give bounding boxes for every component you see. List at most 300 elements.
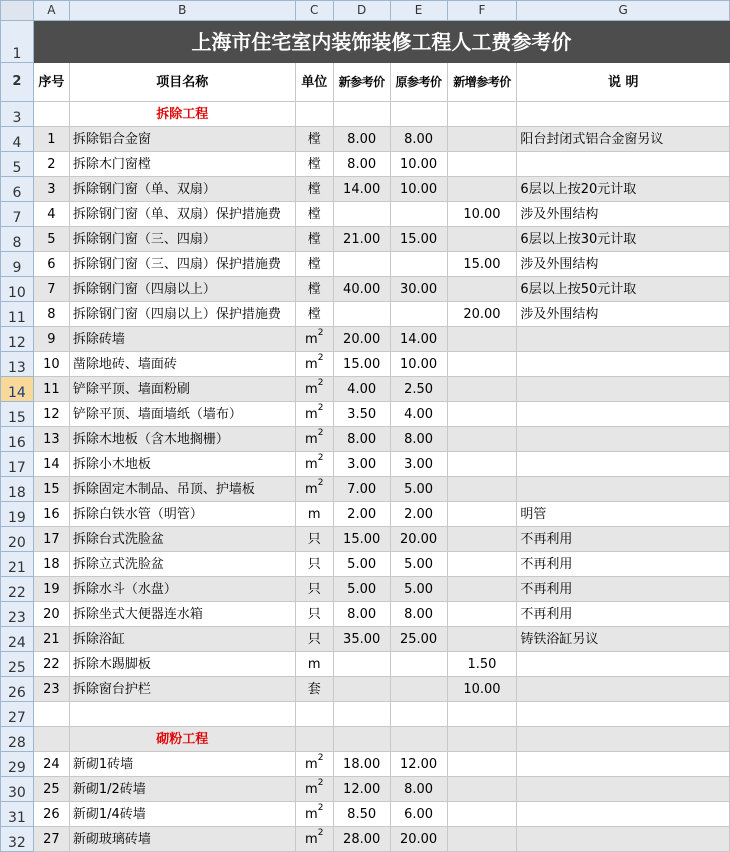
- note-cell[interactable]: [517, 677, 730, 702]
- unit-cell[interactable]: [295, 502, 333, 527]
- name-cell[interactable]: 拆除铝合金窗: [69, 127, 295, 152]
- table-row: [1, 352, 730, 377]
- section-title-demolition[interactable]: 拆除工程: [69, 102, 295, 127]
- name-cell[interactable]: 拆除钢门窗（三、四扇）保护措施费: [69, 252, 295, 277]
- unit-cell[interactable]: [295, 527, 333, 552]
- name-cell[interactable]: 拆除小木地板: [69, 452, 295, 477]
- row-header[interactable]: 14: [1, 377, 34, 402]
- new-price-cell[interactable]: [333, 202, 390, 227]
- cell[interactable]: [517, 702, 730, 727]
- unit-cell[interactable]: [295, 427, 333, 452]
- new-price-cell[interactable]: [333, 652, 390, 677]
- unit-cell[interactable]: [295, 652, 333, 677]
- seq-cell[interactable]: 19: [33, 577, 69, 602]
- name-cell[interactable]: 拆除浴缸: [69, 627, 295, 652]
- old-price-cell[interactable]: 6.00: [390, 802, 447, 827]
- added-price-cell[interactable]: [447, 502, 517, 527]
- header-added-price[interactable]: 新增参考价: [447, 63, 517, 102]
- table-row: [1, 652, 730, 677]
- cell[interactable]: [390, 727, 447, 752]
- old-price-cell[interactable]: 5.00: [390, 552, 447, 577]
- seq-cell[interactable]: 22: [33, 652, 69, 677]
- cell[interactable]: [33, 102, 69, 127]
- empty-row: [1, 702, 730, 727]
- name-cell[interactable]: 新砌1砖墙: [69, 752, 295, 777]
- column-header-b[interactable]: B: [69, 1, 295, 21]
- row-header[interactable]: 21: [1, 552, 34, 577]
- unit-cell[interactable]: [295, 152, 333, 177]
- name-cell[interactable]: 新砌1/2砖墙: [69, 777, 295, 802]
- old-price-cell[interactable]: 12.00: [390, 752, 447, 777]
- old-price-cell[interactable]: 14.00: [390, 327, 447, 352]
- unit-text: m: [305, 456, 318, 472]
- row-header[interactable]: 29: [1, 752, 34, 777]
- unit-superscript: 2: [317, 428, 324, 439]
- seq-cell[interactable]: 2: [33, 152, 69, 177]
- name-cell[interactable]: 拆除钢门窗（三、四扇）: [69, 227, 295, 252]
- unit-superscript: 2: [317, 753, 324, 764]
- note-cell[interactable]: 阳台封闭式铝合金窗另议: [517, 127, 730, 152]
- name-cell[interactable]: 拆除窗台护栏: [69, 677, 295, 702]
- column-header-e[interactable]: E: [390, 1, 447, 21]
- old-price-cell[interactable]: 5.00: [390, 477, 447, 502]
- unit-text: 樘: [307, 131, 321, 147]
- table-row: [1, 202, 730, 227]
- added-price-cell[interactable]: [447, 127, 517, 152]
- new-price-cell[interactable]: 14.00: [333, 177, 390, 202]
- column-header-f[interactable]: F: [447, 1, 517, 21]
- row-header[interactable]: 17: [1, 452, 34, 477]
- new-price-cell[interactable]: 40.00: [333, 277, 390, 302]
- row-header[interactable]: 27: [1, 702, 34, 727]
- unit-text: m: [305, 356, 318, 372]
- row-header[interactable]: 18: [1, 477, 34, 502]
- unit-superscript: 2: [317, 328, 324, 339]
- added-price-cell[interactable]: [447, 627, 517, 652]
- added-price-cell[interactable]: [447, 177, 517, 202]
- row-header[interactable]: 10: [1, 277, 34, 302]
- unit-cell[interactable]: [295, 452, 333, 477]
- added-price-cell[interactable]: [447, 602, 517, 627]
- new-price-cell[interactable]: 15.00: [333, 527, 390, 552]
- new-price-cell[interactable]: 5.00: [333, 552, 390, 577]
- old-price-cell[interactable]: [390, 302, 447, 327]
- name-cell[interactable]: 拆除固定木制品、吊顶、护墙板: [69, 477, 295, 502]
- note-cell[interactable]: [517, 802, 730, 827]
- unit-superscript: 2: [317, 803, 324, 814]
- new-price-cell[interactable]: 8.00: [333, 427, 390, 452]
- table-row: [1, 752, 730, 777]
- unit-cell[interactable]: [295, 302, 333, 327]
- row-header[interactable]: 1: [1, 21, 34, 63]
- row-header[interactable]: 23: [1, 602, 34, 627]
- header-seq[interactable]: 序号: [33, 63, 69, 102]
- added-price-cell[interactable]: [447, 377, 517, 402]
- row-header[interactable]: 4: [1, 127, 34, 152]
- seq-cell[interactable]: 17: [33, 527, 69, 552]
- note-cell[interactable]: 涉及外围结构: [517, 252, 730, 277]
- new-price-cell[interactable]: 28.00: [333, 827, 390, 852]
- unit-superscript: 2: [317, 478, 324, 489]
- seq-cell[interactable]: 6: [33, 252, 69, 277]
- added-price-cell[interactable]: 15.00: [447, 252, 517, 277]
- row-header[interactable]: 16: [1, 427, 34, 452]
- name-cell[interactable]: 拆除钢门窗（四扇以上）: [69, 277, 295, 302]
- unit-text: m: [307, 506, 321, 522]
- seq-cell[interactable]: 16: [33, 502, 69, 527]
- seq-cell[interactable]: 23: [33, 677, 69, 702]
- added-price-cell[interactable]: [447, 477, 517, 502]
- added-price-cell[interactable]: [447, 452, 517, 477]
- name-cell[interactable]: 拆除白铁水管（明管）: [69, 502, 295, 527]
- header-old-price[interactable]: 原参考价: [390, 63, 447, 102]
- seq-cell[interactable]: 27: [33, 827, 69, 852]
- cell[interactable]: [295, 727, 333, 752]
- note-cell[interactable]: [517, 327, 730, 352]
- name-cell[interactable]: 凿除地砖、墙面砖: [69, 352, 295, 377]
- row-header[interactable]: 13: [1, 352, 34, 377]
- note-cell[interactable]: [517, 827, 730, 852]
- added-price-cell[interactable]: [447, 552, 517, 577]
- new-price-cell[interactable]: [333, 677, 390, 702]
- unit-cell[interactable]: [295, 377, 333, 402]
- row-header[interactable]: 2: [1, 63, 34, 102]
- added-price-cell[interactable]: 20.00: [447, 302, 517, 327]
- name-cell[interactable]: 拆除台式洗脸盆: [69, 527, 295, 552]
- new-price-cell[interactable]: 8.00: [333, 152, 390, 177]
- old-price-cell[interactable]: 3.00: [390, 452, 447, 477]
- name-cell[interactable]: 拆除坐式大便器连水箱: [69, 602, 295, 627]
- seq-cell[interactable]: 14: [33, 452, 69, 477]
- name-cell[interactable]: 铲除平顶、墙面墙纸（墙布）: [69, 402, 295, 427]
- old-price-cell[interactable]: 10.00: [390, 152, 447, 177]
- seq-cell[interactable]: 25: [33, 777, 69, 802]
- unit-text: 樘: [307, 256, 321, 272]
- old-price-cell[interactable]: 20.00: [390, 827, 447, 852]
- unit-superscript: 2: [317, 828, 324, 839]
- cell[interactable]: [447, 102, 517, 127]
- row-header[interactable]: 24: [1, 627, 34, 652]
- section-row: [1, 727, 730, 752]
- new-price-cell[interactable]: 5.00: [333, 577, 390, 602]
- added-price-cell[interactable]: 10.00: [447, 677, 517, 702]
- name-cell[interactable]: 拆除木门窗樘: [69, 152, 295, 177]
- sheet-title[interactable]: 上海市住宅室内装饰装修工程人工费参考价: [33, 21, 729, 63]
- seq-cell[interactable]: 4: [33, 202, 69, 227]
- name-cell[interactable]: 铲除平顶、墙面粉刷: [69, 377, 295, 402]
- row-header[interactable]: 31: [1, 802, 34, 827]
- seq-cell[interactable]: 13: [33, 427, 69, 452]
- added-price-cell[interactable]: [447, 152, 517, 177]
- cell[interactable]: [390, 102, 447, 127]
- header-name[interactable]: 项目名称: [69, 63, 295, 102]
- seq-cell[interactable]: 20: [33, 602, 69, 627]
- new-price-cell[interactable]: 18.00: [333, 752, 390, 777]
- new-price-cell[interactable]: 4.00: [333, 377, 390, 402]
- old-price-cell[interactable]: [390, 677, 447, 702]
- new-price-cell[interactable]: [333, 302, 390, 327]
- unit-superscript: 2: [317, 778, 324, 789]
- unit-text: 只: [307, 606, 321, 622]
- seq-cell[interactable]: 1: [33, 127, 69, 152]
- name-cell[interactable]: 拆除立式洗脸盆: [69, 552, 295, 577]
- old-price-cell[interactable]: 25.00: [390, 627, 447, 652]
- unit-cell[interactable]: [295, 777, 333, 802]
- row-header[interactable]: 11: [1, 302, 34, 327]
- note-cell[interactable]: [517, 377, 730, 402]
- header-note[interactable]: 说 明: [517, 63, 730, 102]
- old-price-cell[interactable]: 10.00: [390, 177, 447, 202]
- name-cell[interactable]: 拆除木踢脚板: [69, 652, 295, 677]
- section-title-masonry[interactable]: 砌粉工程: [69, 727, 295, 752]
- unit-text: 套: [307, 681, 321, 697]
- unit-text: 樘: [307, 206, 321, 222]
- unit-cell[interactable]: [295, 477, 333, 502]
- cell[interactable]: [69, 702, 295, 727]
- unit-superscript: 2: [317, 378, 324, 389]
- new-price-cell[interactable]: 3.00: [333, 452, 390, 477]
- row-header[interactable]: 12: [1, 327, 34, 352]
- note-cell[interactable]: 不再利用: [517, 527, 730, 552]
- new-price-cell[interactable]: 15.00: [333, 352, 390, 377]
- old-price-cell[interactable]: 8.00: [390, 427, 447, 452]
- seq-cell[interactable]: 7: [33, 277, 69, 302]
- seq-cell[interactable]: 8: [33, 302, 69, 327]
- row-header[interactable]: 32: [1, 827, 34, 852]
- note-cell[interactable]: 6层以上按20元计取: [517, 177, 730, 202]
- name-cell[interactable]: 拆除钢门窗（单、双扇）保护措施费: [69, 202, 295, 227]
- row-header[interactable]: 19: [1, 502, 34, 527]
- table-row: [1, 302, 730, 327]
- unit-cell[interactable]: [295, 552, 333, 577]
- row-header[interactable]: 15: [1, 402, 34, 427]
- unit-cell[interactable]: [295, 677, 333, 702]
- cell[interactable]: [390, 702, 447, 727]
- unit-superscript: 2: [317, 453, 324, 464]
- unit-text: m: [305, 781, 318, 797]
- new-price-cell[interactable]: 12.00: [333, 777, 390, 802]
- note-cell[interactable]: 涉及外围结构: [517, 302, 730, 327]
- added-price-cell[interactable]: [447, 577, 517, 602]
- name-cell[interactable]: 拆除木地板（含木地搁栅）: [69, 427, 295, 452]
- seq-cell[interactable]: 10: [33, 352, 69, 377]
- table-row: [1, 577, 730, 602]
- added-price-cell[interactable]: [447, 527, 517, 552]
- section-row: [1, 102, 730, 127]
- name-cell[interactable]: 拆除水斗（水盘）: [69, 577, 295, 602]
- old-price-cell[interactable]: 8.00: [390, 602, 447, 627]
- row-header[interactable]: 5: [1, 152, 34, 177]
- old-price-cell[interactable]: 8.00: [390, 777, 447, 802]
- old-price-cell[interactable]: 5.00: [390, 577, 447, 602]
- unit-cell[interactable]: [295, 402, 333, 427]
- seq-cell[interactable]: 3: [33, 177, 69, 202]
- name-cell[interactable]: 拆除钢门窗（四扇以上）保护措施费: [69, 302, 295, 327]
- added-price-cell[interactable]: [447, 277, 517, 302]
- unit-cell[interactable]: [295, 202, 333, 227]
- seq-cell[interactable]: 18: [33, 552, 69, 577]
- note-cell[interactable]: 不再利用: [517, 577, 730, 602]
- note-cell[interactable]: [517, 652, 730, 677]
- unit-cell[interactable]: [295, 177, 333, 202]
- row-header[interactable]: 26: [1, 677, 34, 702]
- note-cell[interactable]: [517, 477, 730, 502]
- note-cell[interactable]: [517, 402, 730, 427]
- added-price-cell[interactable]: [447, 402, 517, 427]
- note-cell[interactable]: [517, 452, 730, 477]
- added-price-cell[interactable]: [447, 827, 517, 852]
- cell[interactable]: [33, 702, 69, 727]
- cell[interactable]: [295, 102, 333, 127]
- cell[interactable]: [447, 702, 517, 727]
- seq-cell[interactable]: 15: [33, 477, 69, 502]
- name-cell[interactable]: 拆除钢门窗（单、双扇）: [69, 177, 295, 202]
- new-price-cell[interactable]: 8.50: [333, 802, 390, 827]
- unit-cell[interactable]: [295, 327, 333, 352]
- row-header[interactable]: 7: [1, 202, 34, 227]
- table-row: [1, 827, 730, 852]
- cell[interactable]: [447, 727, 517, 752]
- new-price-cell[interactable]: 8.00: [333, 602, 390, 627]
- note-cell[interactable]: 6层以上按50元计取: [517, 277, 730, 302]
- row-header[interactable]: 25: [1, 652, 34, 677]
- old-price-cell[interactable]: [390, 202, 447, 227]
- unit-text: 只: [307, 531, 321, 547]
- name-cell[interactable]: 新砌玻璃砖墙: [69, 827, 295, 852]
- table-row: [1, 402, 730, 427]
- new-price-cell[interactable]: [333, 252, 390, 277]
- unit-cell[interactable]: [295, 127, 333, 152]
- note-cell[interactable]: 明管: [517, 502, 730, 527]
- name-cell[interactable]: 新砌1/4砖墙: [69, 802, 295, 827]
- added-price-cell[interactable]: [447, 327, 517, 352]
- added-price-cell[interactable]: [447, 752, 517, 777]
- column-header-g[interactable]: G: [517, 1, 730, 21]
- unit-cell[interactable]: [295, 352, 333, 377]
- unit-cell[interactable]: [295, 577, 333, 602]
- old-price-cell[interactable]: 30.00: [390, 277, 447, 302]
- row-header[interactable]: 28: [1, 727, 34, 752]
- cell[interactable]: [333, 102, 390, 127]
- seq-cell[interactable]: 26: [33, 802, 69, 827]
- row-header[interactable]: 8: [1, 227, 34, 252]
- table-row: [1, 627, 730, 652]
- select-all-corner[interactable]: [1, 1, 34, 21]
- new-price-cell[interactable]: 20.00: [333, 327, 390, 352]
- old-price-cell[interactable]: 2.50: [390, 377, 447, 402]
- row-header[interactable]: 30: [1, 777, 34, 802]
- note-cell[interactable]: [517, 152, 730, 177]
- unit-text: m: [305, 331, 318, 347]
- old-price-cell[interactable]: 2.00: [390, 502, 447, 527]
- unit-cell[interactable]: [295, 752, 333, 777]
- cell[interactable]: [33, 727, 69, 752]
- added-price-cell[interactable]: 10.00: [447, 202, 517, 227]
- old-price-cell[interactable]: [390, 252, 447, 277]
- unit-cell[interactable]: [295, 602, 333, 627]
- note-cell[interactable]: 不再利用: [517, 602, 730, 627]
- old-price-cell[interactable]: 8.00: [390, 127, 447, 152]
- unit-text: 樘: [307, 306, 321, 322]
- row-header[interactable]: 20: [1, 527, 34, 552]
- old-price-cell[interactable]: 4.00: [390, 402, 447, 427]
- unit-cell[interactable]: [295, 277, 333, 302]
- unit-text: 樘: [307, 181, 321, 197]
- unit-cell[interactable]: [295, 227, 333, 252]
- column-header-a[interactable]: A: [33, 1, 69, 21]
- note-cell[interactable]: 6层以上按30元计取: [517, 227, 730, 252]
- row-header[interactable]: 22: [1, 577, 34, 602]
- cell[interactable]: [295, 702, 333, 727]
- cell[interactable]: [333, 727, 390, 752]
- seq-cell[interactable]: 11: [33, 377, 69, 402]
- seq-cell[interactable]: 21: [33, 627, 69, 652]
- unit-superscript: 2: [317, 403, 324, 414]
- unit-cell[interactable]: [295, 252, 333, 277]
- note-cell[interactable]: [517, 752, 730, 777]
- note-cell[interactable]: 涉及外围结构: [517, 202, 730, 227]
- new-price-cell[interactable]: 35.00: [333, 627, 390, 652]
- new-price-cell[interactable]: 7.00: [333, 477, 390, 502]
- seq-cell[interactable]: 5: [33, 227, 69, 252]
- new-price-cell[interactable]: 3.50: [333, 402, 390, 427]
- unit-cell[interactable]: [295, 802, 333, 827]
- name-cell[interactable]: 拆除砖墙: [69, 327, 295, 352]
- note-cell[interactable]: [517, 427, 730, 452]
- old-price-cell[interactable]: 20.00: [390, 527, 447, 552]
- new-price-cell[interactable]: 8.00: [333, 127, 390, 152]
- new-price-cell[interactable]: 2.00: [333, 502, 390, 527]
- added-price-cell[interactable]: [447, 227, 517, 252]
- added-price-cell[interactable]: 1.50: [447, 652, 517, 677]
- old-price-cell[interactable]: [390, 652, 447, 677]
- unit-text: m: [305, 481, 318, 497]
- note-cell[interactable]: 铸铁浴缸另议: [517, 627, 730, 652]
- note-cell[interactable]: [517, 777, 730, 802]
- seq-cell[interactable]: 9: [33, 327, 69, 352]
- cell[interactable]: [333, 702, 390, 727]
- added-price-cell[interactable]: [447, 777, 517, 802]
- note-cell[interactable]: [517, 352, 730, 377]
- unit-cell[interactable]: [295, 827, 333, 852]
- column-header-c[interactable]: C: [295, 1, 333, 21]
- seq-cell[interactable]: 24: [33, 752, 69, 777]
- seq-cell[interactable]: 12: [33, 402, 69, 427]
- note-cell[interactable]: 不再利用: [517, 552, 730, 577]
- table-row: [1, 377, 730, 402]
- column-header-d[interactable]: D: [333, 1, 390, 21]
- old-price-cell[interactable]: 15.00: [390, 227, 447, 252]
- unit-text: m: [305, 831, 318, 847]
- new-price-cell[interactable]: 21.00: [333, 227, 390, 252]
- cell[interactable]: [517, 727, 730, 752]
- unit-text: m: [305, 756, 318, 772]
- table-row: [1, 177, 730, 202]
- added-price-cell[interactable]: [447, 427, 517, 452]
- row-header[interactable]: 9: [1, 252, 34, 277]
- cell[interactable]: [517, 102, 730, 127]
- unit-superscript: 2: [317, 353, 324, 364]
- row-header[interactable]: 6: [1, 177, 34, 202]
- unit-cell[interactable]: [295, 627, 333, 652]
- header-unit[interactable]: 单位: [295, 63, 333, 102]
- added-price-cell[interactable]: [447, 802, 517, 827]
- row-header[interactable]: 3: [1, 102, 34, 127]
- added-price-cell[interactable]: [447, 352, 517, 377]
- old-price-cell[interactable]: 10.00: [390, 352, 447, 377]
- header-new-price[interactable]: 新参考价: [333, 63, 390, 102]
- table-row: [1, 527, 730, 552]
